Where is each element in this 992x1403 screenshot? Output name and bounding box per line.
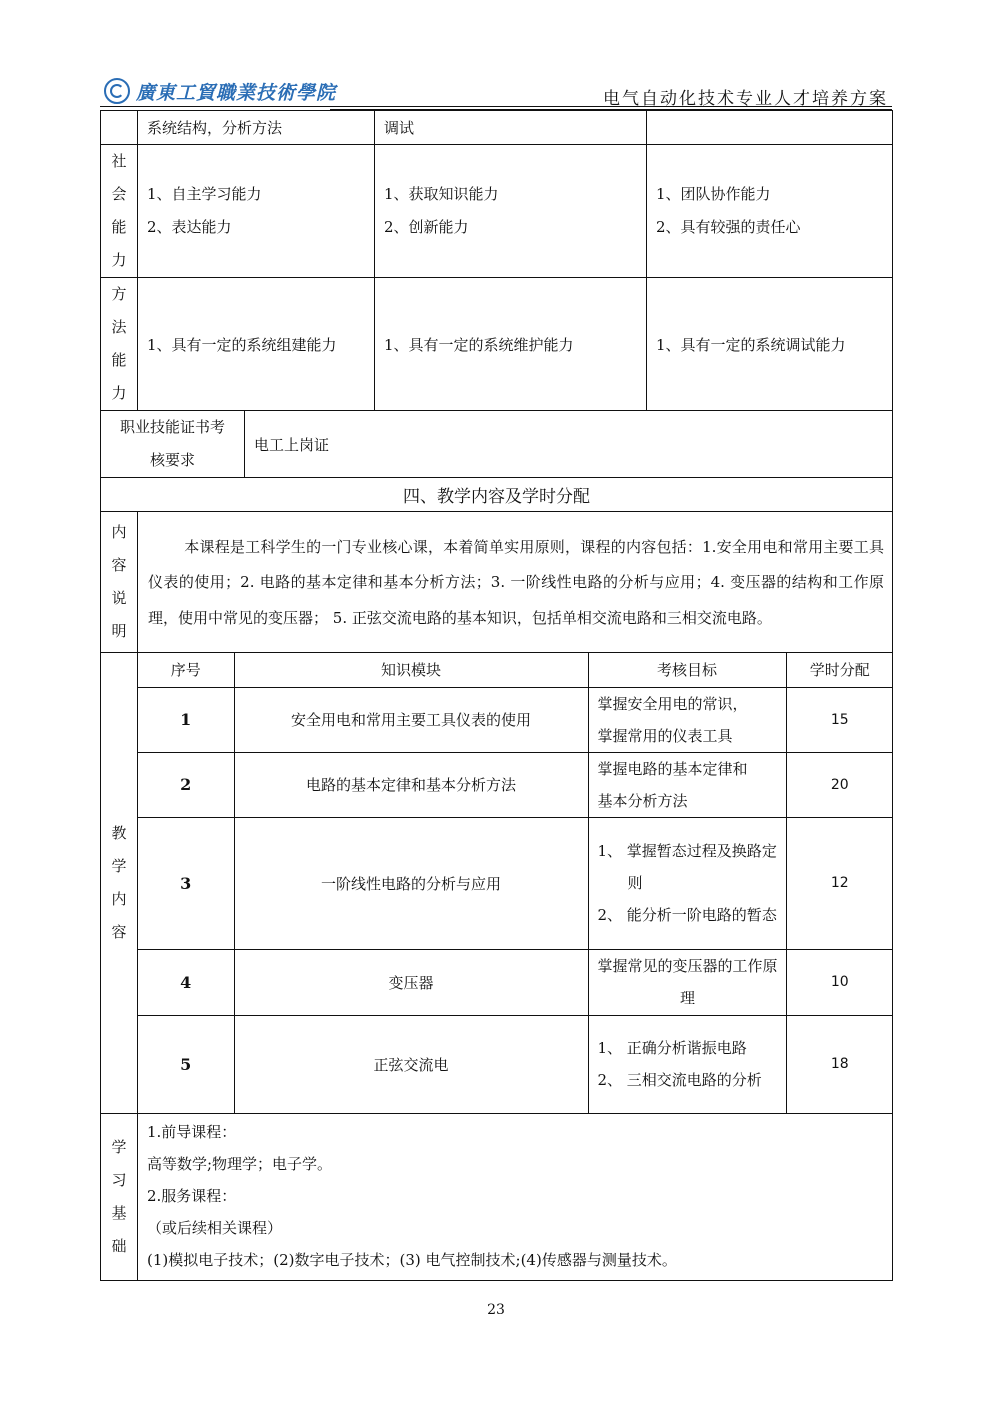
hours-cell: 15: [786, 687, 893, 752]
row-number: 1: [138, 687, 234, 752]
header-cell: 考核目标: [588, 653, 786, 687]
table-cell: 1、具有一定的系统调试能力: [647, 278, 893, 411]
table-row: [138, 949, 893, 1015]
table-row: [101, 278, 893, 411]
school-name: 廣東工貿職業技術學院: [136, 81, 337, 104]
module-cell: 安全用电和常用主要工具仪表的使用: [234, 687, 588, 752]
hours-cell: 20: [786, 752, 893, 817]
header-rule: [100, 106, 892, 107]
table-row: [101, 111, 893, 145]
table-row: [101, 512, 893, 653]
table-cell: 1、获取知识能力 2、创新能力: [375, 145, 647, 278]
table-cell: 系统结构，分析方法: [138, 111, 375, 145]
header-cell: 学时分配: [786, 653, 893, 687]
module-cell: 一阶线性电路的分析与应用: [234, 817, 588, 949]
hours-cell: 12: [786, 817, 893, 949]
row-number: 5: [138, 1015, 234, 1113]
target-cell: 1、 正确分析谐振电路 2、 三相交流电路的分析: [588, 1015, 786, 1113]
target-cell: 掌握常见的变压器的工作原理: [588, 949, 786, 1015]
page-number: 23: [487, 1302, 505, 1318]
hours-cell: 10: [786, 949, 893, 1015]
table-row: [138, 687, 893, 752]
table-cell: [647, 111, 893, 145]
target-cell: 掌握安全用电的常识， 掌握常用的仪表工具: [588, 687, 786, 752]
module-cell: 变压器: [234, 949, 588, 1015]
table-cell: [101, 111, 138, 145]
header-cell: 序号: [138, 653, 234, 687]
teaching-table: [138, 653, 893, 1113]
target-cell: 掌握电路的基本定律和 基本分析方法: [588, 752, 786, 817]
table-row: [101, 653, 893, 1114]
cert-value: 电工上岗证: [245, 411, 893, 478]
row-label-content-desc: 内 容 说 明: [101, 512, 138, 653]
module-cell: 电路的基本定律和基本分析方法: [234, 752, 588, 817]
row-number: 3: [138, 817, 234, 949]
row-number: 2: [138, 752, 234, 817]
target-cell: 1、 掌握暂态过程及换路定则 2、 能分析一阶电路的暂态: [588, 817, 786, 949]
school-seal-icon: [104, 78, 130, 104]
table-row: [101, 411, 893, 478]
section-title: 四、教学内容及学时分配: [101, 478, 893, 512]
table-cell: 1、自主学习能力 2、表达能力: [138, 145, 375, 278]
page-header: [100, 72, 892, 110]
content-description: 本课程是工科学生的一门专业核心课，本着简单实用原则，课程的内容包括：1.安全用电和常用主要工具仪表的使用；2. 电路的基本定律和基本分析方法；3. 一阶线性电路的分析与应用；4. 变压器的结构和工作原理，使用中常见的变压器； 5. 正弦交流电路的基本知识，包括单相交流电路和三相交流电路。: [138, 512, 893, 653]
module-cell: 正弦交流电: [234, 1015, 588, 1113]
document-title: 电气自动化技术专业人才培养方案: [603, 89, 888, 109]
header-cell: 知识模块: [234, 653, 588, 687]
row-number: 4: [138, 949, 234, 1015]
teaching-header-row: [138, 653, 893, 687]
school-logo: [104, 76, 336, 106]
table-cell: 1、团队协作能力 2、具有较强的责任心: [647, 145, 893, 278]
cert-label: 职业技能证书考 核要求: [101, 411, 245, 478]
course-table: [100, 110, 893, 1281]
table-row: [101, 1114, 893, 1281]
table-row: [101, 145, 893, 278]
hours-cell: 18: [786, 1015, 893, 1113]
table-row: [101, 478, 893, 512]
learning-basis: 1.前导课程： 高等数学;物理学；电子学。 2.服务课程： （或后续相关课程） (1)模拟电子技术；(2)数字电子技术；(3) 电气控制技术;(4)传感器与测量技术。: [138, 1114, 893, 1281]
row-label-method: 方 法 能 力: [101, 278, 138, 411]
row-label-teaching: 教 学 内 容: [101, 653, 138, 1114]
table-row: [138, 1015, 893, 1113]
table-cell: 1、具有一定的系统维护能力: [375, 278, 647, 411]
row-label-basis: 学 习 基 础: [101, 1114, 138, 1281]
table-cell: 调试: [375, 111, 647, 145]
table-row: [138, 817, 893, 949]
table-row: [138, 752, 893, 817]
table-cell: 1、具有一定的系统组建能力: [138, 278, 375, 411]
row-label-social: 社 会 能 力: [101, 145, 138, 278]
teaching-content-cell: [138, 653, 893, 1114]
